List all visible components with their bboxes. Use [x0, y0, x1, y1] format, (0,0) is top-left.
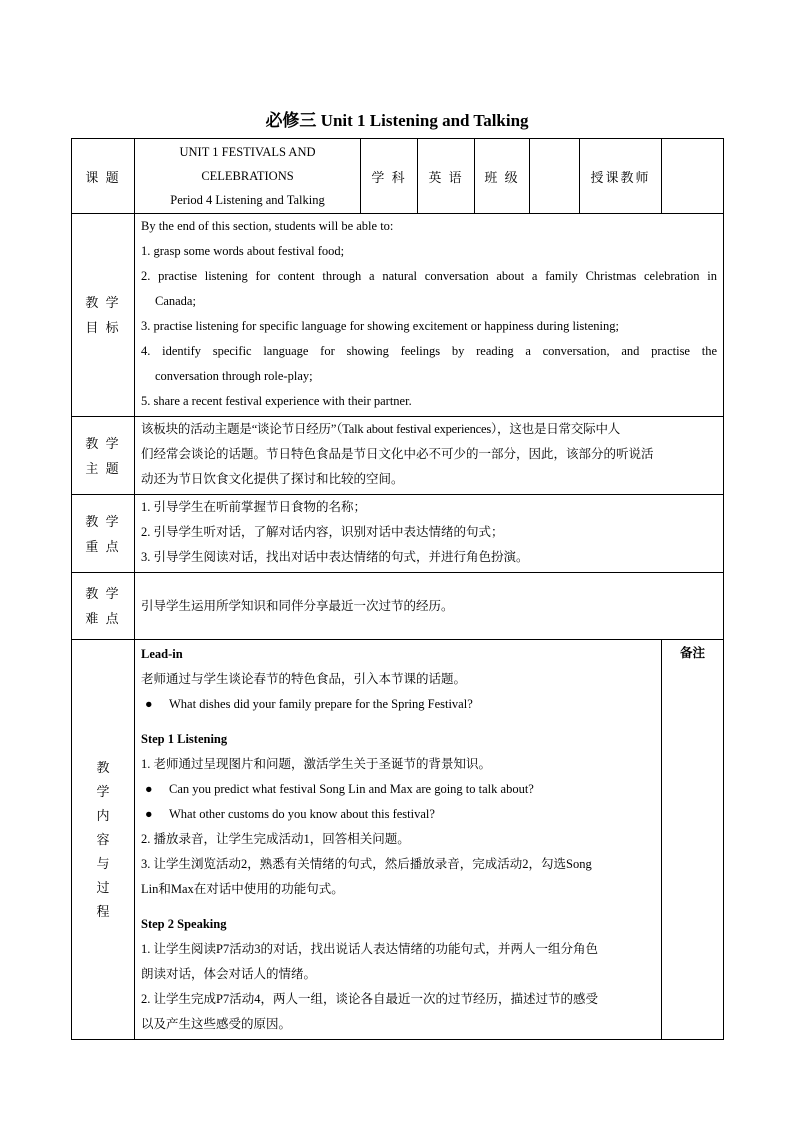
class-label: 班 级 — [475, 139, 530, 214]
theme-label-line-2: 主 题 — [85, 460, 121, 476]
key-point-2: 2. 引导学生听对话，了解对话内容，识别对话中表达情绪的句式； — [141, 525, 504, 539]
teacher-label: 授课教师 — [580, 139, 662, 214]
process-content — [135, 640, 662, 1040]
process-label — [72, 640, 135, 1040]
difficulty-label — [72, 573, 135, 640]
lesson-plan-table — [71, 138, 724, 1040]
leadin-title: Lead-in — [141, 647, 183, 661]
process-label-char: 与 — [96, 855, 110, 871]
objective-item-4: 4. identify specific language for showing feelings by reading a conversation, and practise the — [141, 344, 717, 358]
key-points-row — [72, 495, 724, 573]
objectives-row — [72, 214, 724, 417]
topic-line-3: Period 4 Listening and Talking — [170, 193, 325, 207]
key-points-label-line-2: 重 点 — [85, 538, 121, 554]
notes-label: 备注 — [679, 646, 705, 660]
theme-label-line-1: 教 学 — [85, 435, 121, 451]
step1-item-3-line-2: Lin和Max在对话中使用的功能句式。 — [141, 882, 344, 896]
theme-line-2: 们经常会谈论的话题。节日特色食品是节日文化中必不可少的一部分，因此，该部分的听说活 — [141, 447, 654, 461]
difficulty-content — [135, 573, 724, 640]
difficulty-text: 引导学生运用所学知识和同伴分享最近一次过节的经历。 — [141, 598, 454, 613]
bullet-icon: ● — [145, 782, 153, 796]
process-row — [72, 640, 724, 1040]
process-label-char: 内 — [96, 807, 110, 823]
key-points-content — [135, 495, 724, 573]
step1-bullet-2 — [141, 802, 655, 827]
process-label-char: 过 — [96, 879, 110, 895]
step1-item-2: 2. 播放录音，让学生完成活动1，回答相关问题。 — [141, 832, 410, 846]
leadin-text: 老师通过与学生谈论春节的特色食品，引入本节课的话题。 — [141, 672, 467, 686]
teacher-value — [662, 139, 724, 214]
step2-title: Step 2 Speaking — [141, 917, 227, 931]
leadin-bullet-text: What dishes did your family prepare for the Spring Festival? — [169, 697, 473, 711]
process-label-char: 容 — [96, 831, 110, 847]
key-point-1: 1. 引导学生在听前掌握节日食物的名称； — [141, 500, 367, 514]
process-label-char: 学 — [96, 783, 110, 799]
process-label-char: 程 — [96, 903, 110, 919]
topic-line-2: CELEBRATIONS — [201, 169, 294, 183]
objective-item-1: 1. grasp some words about festival food; — [141, 244, 345, 258]
objectives-label — [72, 214, 135, 417]
topic-label: 课 题 — [72, 139, 135, 214]
key-point-3: 3. 引导学生阅读对话，找出对话中表达情绪的句式，并进行角色扮演。 — [141, 550, 529, 564]
step2-item-1-line-1: 1. 让学生阅读P7活动3的对话，找出说话人表达情绪的功能句式，并两人一组分角色 — [141, 942, 598, 956]
process-label-char: 教 — [96, 759, 110, 775]
objectives-label-line-2: 目 标 — [85, 320, 121, 335]
bullet-icon: ● — [145, 807, 153, 821]
step2-item-2-line-2: 以及产生这些感受的原因。 — [141, 1017, 292, 1031]
topic-value — [135, 139, 361, 214]
subject-label: 学 科 — [361, 139, 418, 214]
difficulty-label-line-2: 难 点 — [85, 611, 121, 626]
class-value — [530, 139, 580, 214]
subject-value: 英 语 — [418, 139, 475, 214]
objective-item-4-cont: conversation through role-play; — [155, 369, 313, 383]
header-row — [72, 139, 724, 214]
difficulty-row — [72, 573, 724, 640]
topic-line-1: UNIT 1 FESTIVALS AND — [179, 145, 316, 159]
theme-line-1: 该板块的活动主题是“谈论节日经历”（Talk about festival experiences），这也是日常交际中人 — [141, 422, 621, 436]
objective-item-2: 2. practise listening for content through a natural conversation about a family Christmas celebration in — [141, 269, 717, 283]
objectives-label-line-1: 教 学 — [85, 295, 121, 310]
notes-column — [662, 640, 724, 1040]
objective-item-3: 3. practise listening for specific language for showing excitement or happiness during listening; — [141, 319, 620, 333]
theme-line-3: 动还为节日饮食文化提供了探讨和比较的空间。 — [141, 472, 404, 486]
key-points-label — [72, 495, 135, 573]
step1-title: Step 1 Listening — [141, 732, 228, 746]
step1-bullet-1 — [141, 777, 655, 802]
leadin-bullet — [141, 692, 655, 717]
key-points-label-line-1: 教 学 — [85, 513, 121, 529]
objectives-content — [135, 214, 724, 417]
objective-item-2-cont: Canada; — [155, 294, 196, 308]
difficulty-label-line-1: 教 学 — [85, 586, 121, 601]
step2-item-2-line-1: 2. 让学生完成P7活动4，两人一组，谈论各自最近一次的过节经历，描述过节的感受 — [141, 992, 598, 1006]
step1-item-3-line-1: 3. 让学生浏览活动2，熟悉有关情绪的句式，然后播放录音，完成活动2，勾选Song — [141, 857, 592, 871]
step2-item-1-line-2: 朗读对话，体会对话人的情绪。 — [141, 967, 317, 981]
theme-label — [72, 417, 135, 495]
step1-item-1: 1. 老师通过呈现图片和问题，激活学生关于圣诞节的背景知识。 — [141, 757, 492, 771]
objectives-intro: By the end of this section, students will be able to: — [141, 219, 394, 233]
bullet-icon: ● — [145, 697, 153, 711]
step1-bullet-1-text: Can you predict what festival Song Lin and Max are going to talk about? — [169, 782, 534, 796]
step1-bullet-2-text: What other customs do you know about this festival? — [169, 807, 435, 821]
document-title: 必修三 Unit 1 Listening and Talking — [265, 111, 529, 130]
theme-row — [72, 417, 724, 495]
theme-content — [135, 417, 724, 495]
objective-item-5: 5. share a recent festival experience with their partner. — [141, 394, 412, 408]
